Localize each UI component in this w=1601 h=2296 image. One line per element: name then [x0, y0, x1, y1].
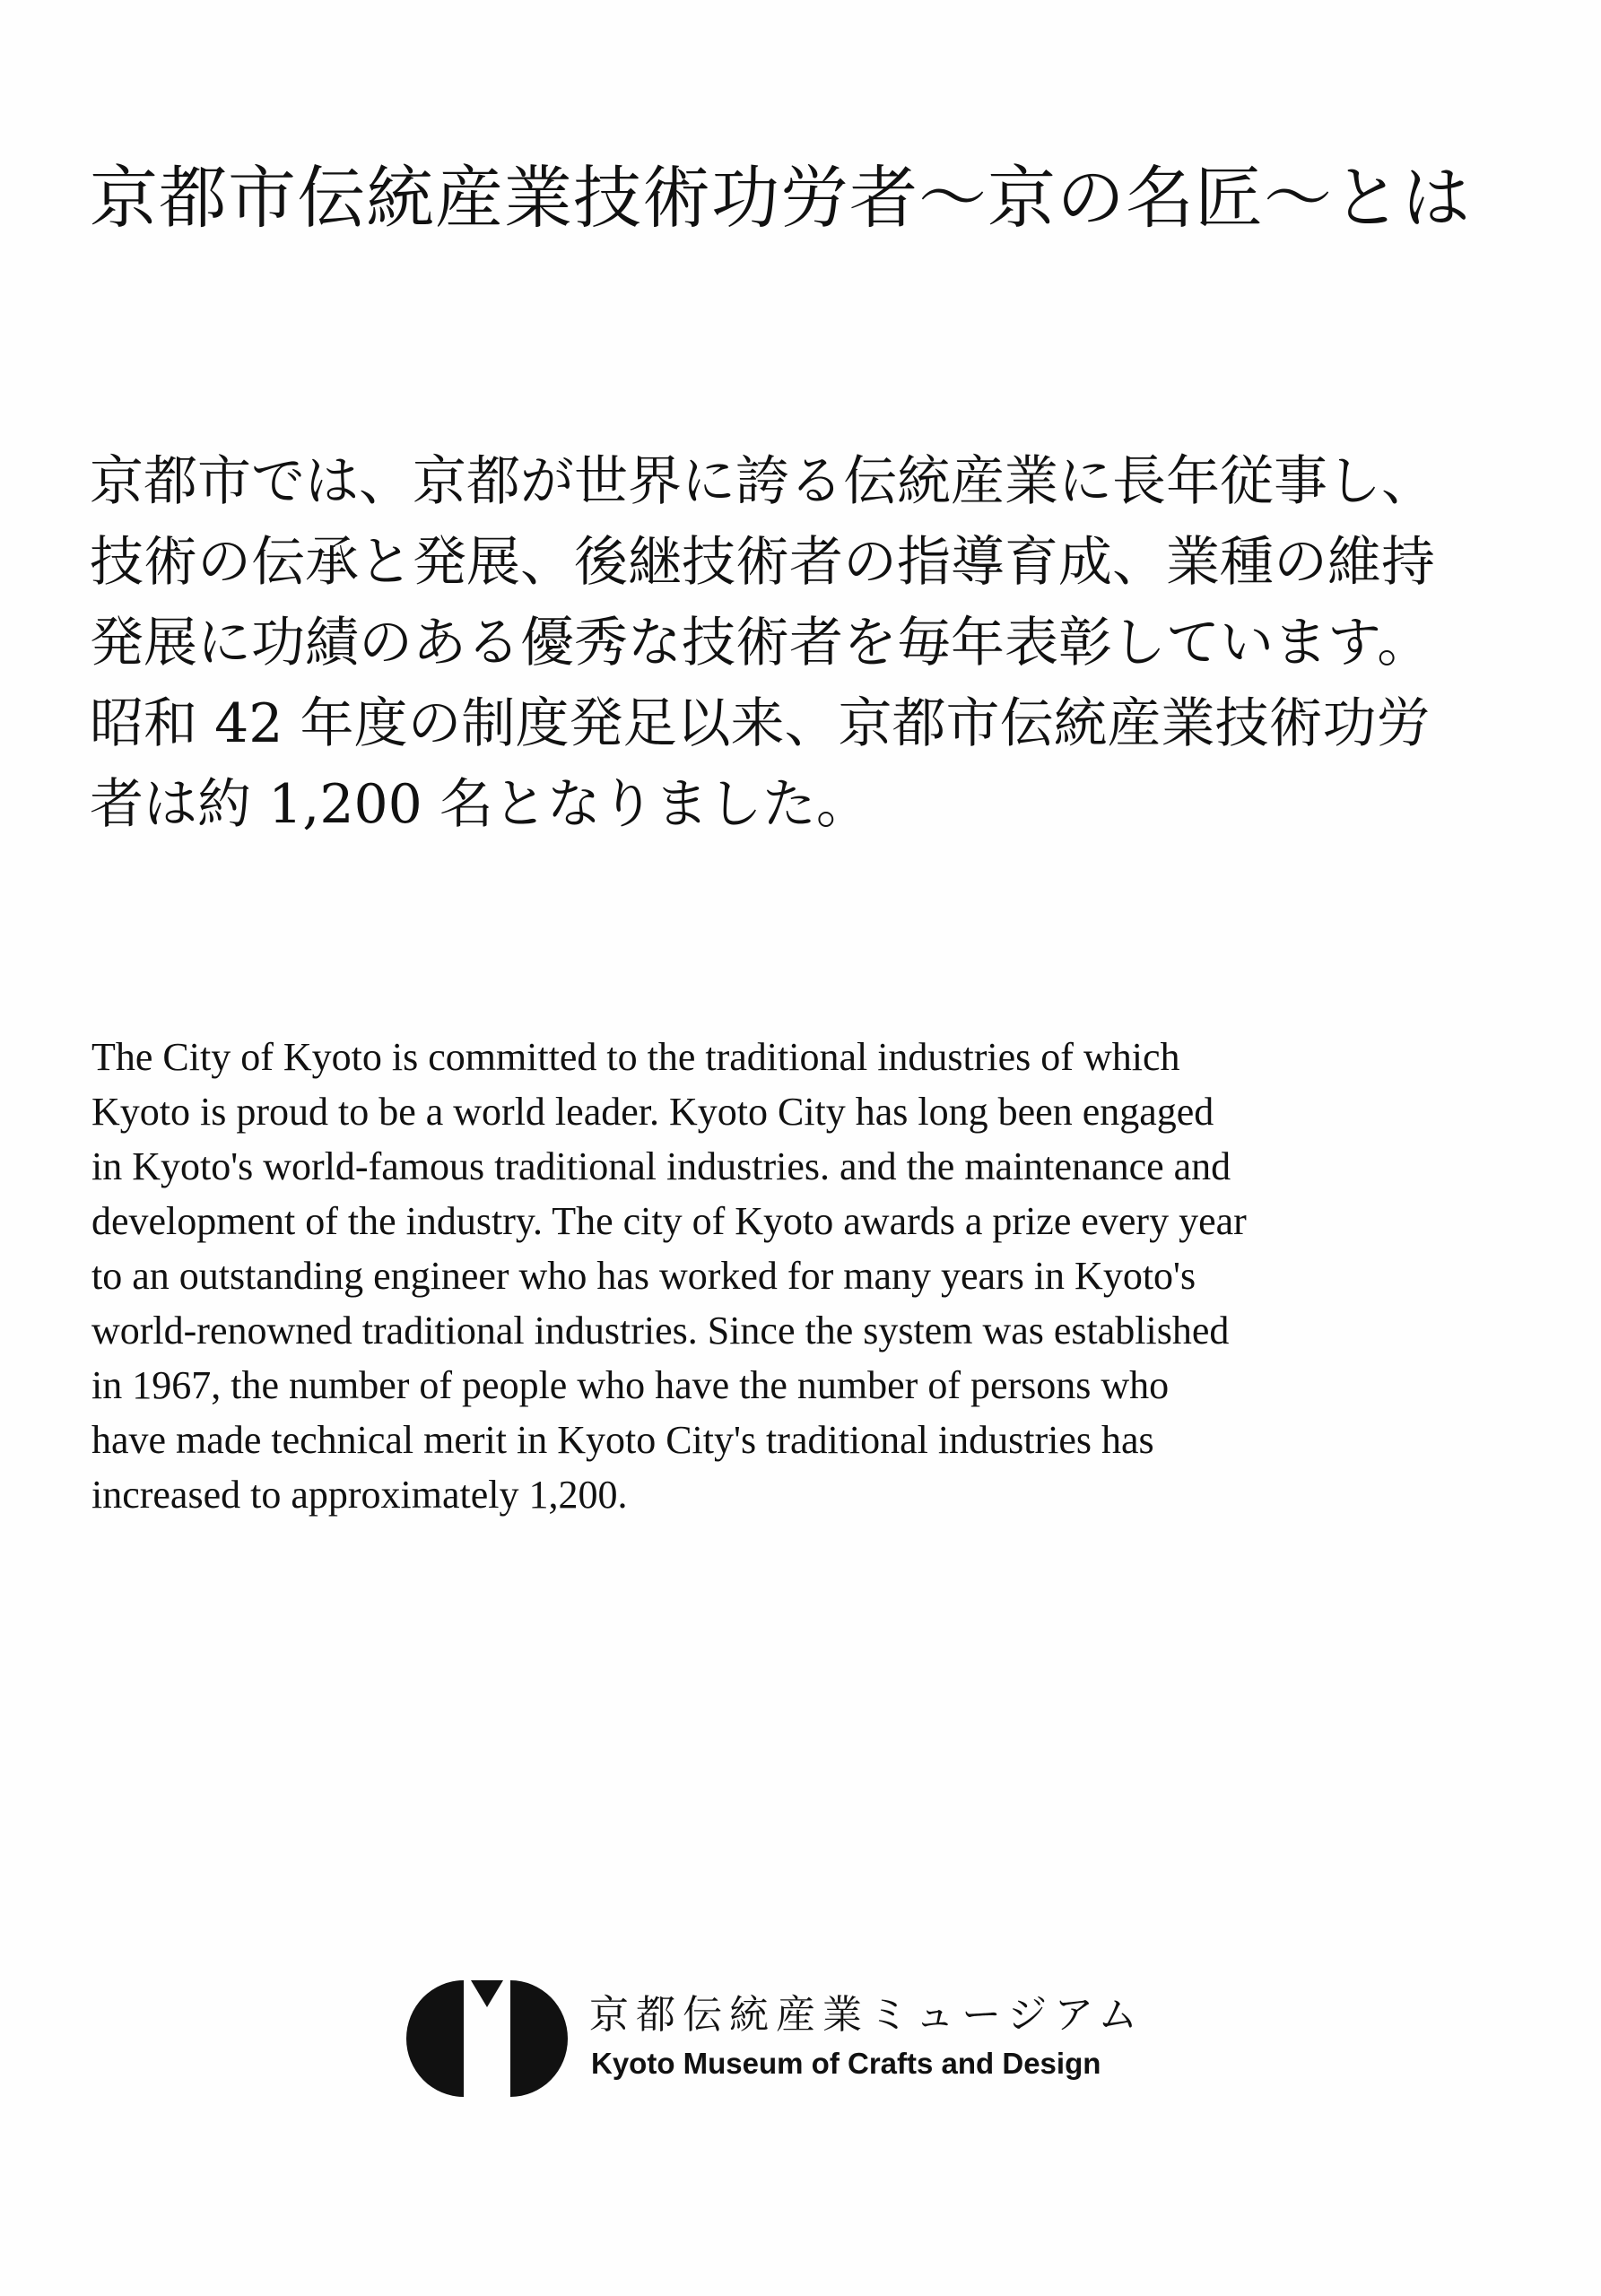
- museum-name-english: Kyoto Museum of Crafts and Design: [591, 2047, 1101, 2080]
- english-line-6: world-renowned traditional industries. Since the system was established: [91, 1309, 1230, 1352]
- japanese-line-4: 昭和 42 年度の制度発足以来、京都市伝統産業技術功労: [90, 692, 1431, 755]
- museum-logo-mark-icon: [406, 1980, 568, 2097]
- english-line-1: The City of Kyoto is committed to the traditional industries of which: [91, 1035, 1180, 1079]
- japanese-description: [90, 441, 1543, 845]
- english-line-3: in Kyoto's world-famous traditional industries. and the maintenance and: [91, 1144, 1231, 1188]
- museum-logo: [406, 1980, 1196, 2097]
- english-line-9: increased to approximately 1,200.: [91, 1473, 628, 1517]
- page-title: 京都市伝統産業技術功労者〜京の名匠〜とは: [90, 158, 1471, 238]
- english-line-2: Kyoto is proud to be a world leader. Kyoto City has long been engaged: [91, 1090, 1214, 1134]
- japanese-line-3: 発展に功績のある優秀な技術者を毎年表彰しています。: [90, 612, 1431, 674]
- japanese-line-5: 者は約 1,200 名となりました。: [90, 773, 870, 836]
- japanese-line-2: 技術の伝承と発展、後継技術者の指導育成、業種の維持: [90, 531, 1435, 594]
- english-line-4: development of the industry. The city of Kyoto awards a prize every year: [91, 1199, 1247, 1243]
- english-line-8: have made technical merit in Kyoto City's traditional industries has: [91, 1418, 1154, 1462]
- english-line-5: to an outstanding engineer who has worked for many years in Kyoto's: [91, 1254, 1196, 1298]
- english-line-7: in 1967, the number of people who have the number of persons who: [91, 1363, 1170, 1407]
- museum-name-japanese: 京都伝統産業ミュージアム: [589, 1992, 1145, 2038]
- english-description: [91, 1030, 1544, 1522]
- japanese-line-1: 京都市では、京都が世界に誇る伝統産業に長年従事し、: [90, 450, 1435, 513]
